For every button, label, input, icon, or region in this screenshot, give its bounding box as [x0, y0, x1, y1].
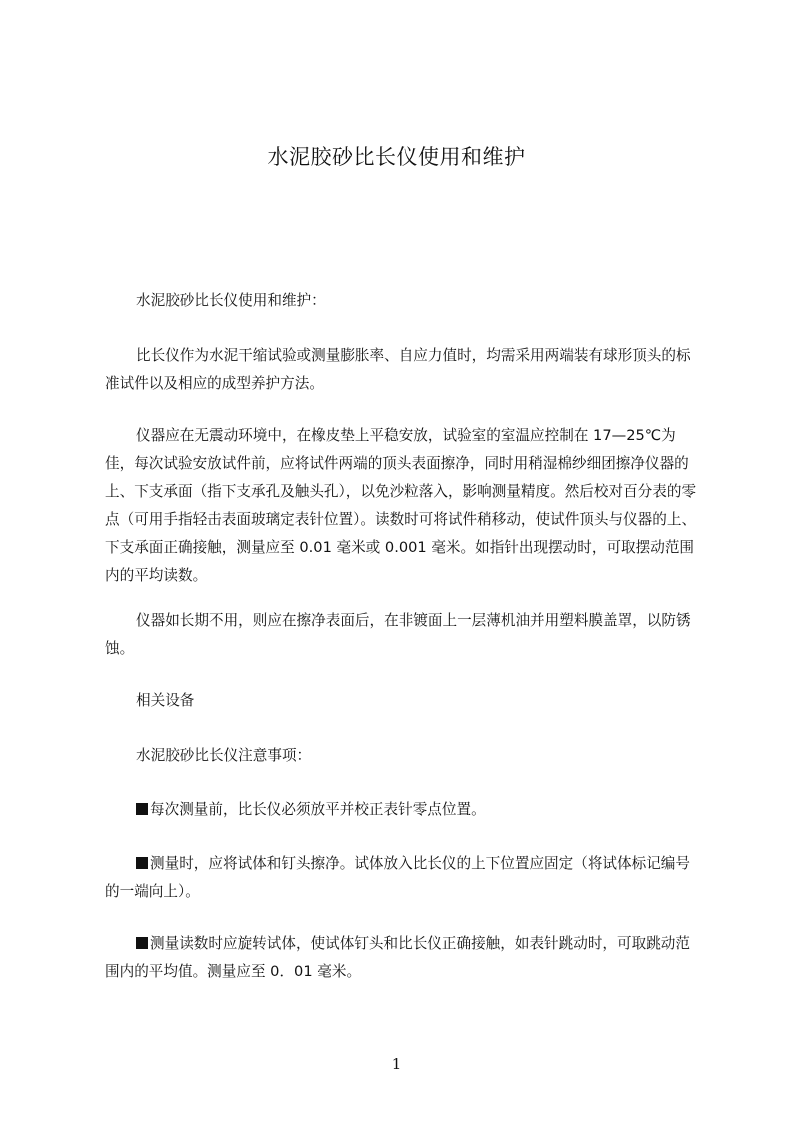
square-bullet-icon [136, 803, 148, 815]
square-bullet-icon [136, 937, 148, 949]
paragraph-related-equipment: 相关设备 [136, 692, 195, 709]
bullet-item-zero-calibration [105, 796, 699, 824]
paragraph-intro: 比长仪作为水泥干缩试验或测量膨胀率、自应力值时，均需采用两端装有球形顶头的标准试件以及相应的成型养护方法。 [105, 347, 691, 392]
paragraph-precautions-heading: 水泥胶砂比长仪注意事项： [136, 747, 312, 764]
paragraph-heading-maintenance: 水泥胶砂比长仪使用和维护： [136, 292, 326, 309]
bullet-text: 每次测量前，比长仪必须放平并校正表针零点位置。 [150, 801, 486, 818]
paragraph-storage: 仪器如长期不用，则应在擦净表面后，在非镀面上一层薄机油并用塑料膜盖罩，以防锈蚀。 [105, 612, 691, 657]
bullet-item-cleaning [105, 850, 699, 906]
bullet-text: 测量时，应将试体和钉头擦净。试体放入比长仪的上下位置应固定（将试体标记编号的一端向上）。 [105, 855, 690, 900]
document-title: 水泥胶砂比长仪使用和维护 [267, 145, 526, 169]
bullet-text: 测量读数时应旋转试体，使试体钉头和比长仪正确接触，如表针跳动时，可取跳动范围内的平均值。测量应至 0．01 毫米。 [105, 935, 690, 980]
page-number: 1 [391, 1055, 402, 1073]
bullet-item-reading [105, 930, 699, 986]
square-bullet-icon [136, 857, 148, 869]
paragraph-placement-instructions: 仪器应在无震动环境中，在橡皮垫上平稳安放，试验室的室温应控制在 17—25℃为佳，每次试验安放试件前，应将试件两端的顶头表面擦净，同时用稍湿棉纱细团擦净仪器的上、下支承面（指下支承孔及触头孔），以免沙粒落入，影响测量精度。然后校对百分表的零点（可用手指轻击表面玻璃定表针位置）。读数时可将试件稍移动，使试件顶头与仪器的上、下支承面正确接触，测量应至 0.01 毫米或 0.001 毫米。如指针出现摆动时，可取摆动范围内的平均读数。 [105, 427, 697, 584]
